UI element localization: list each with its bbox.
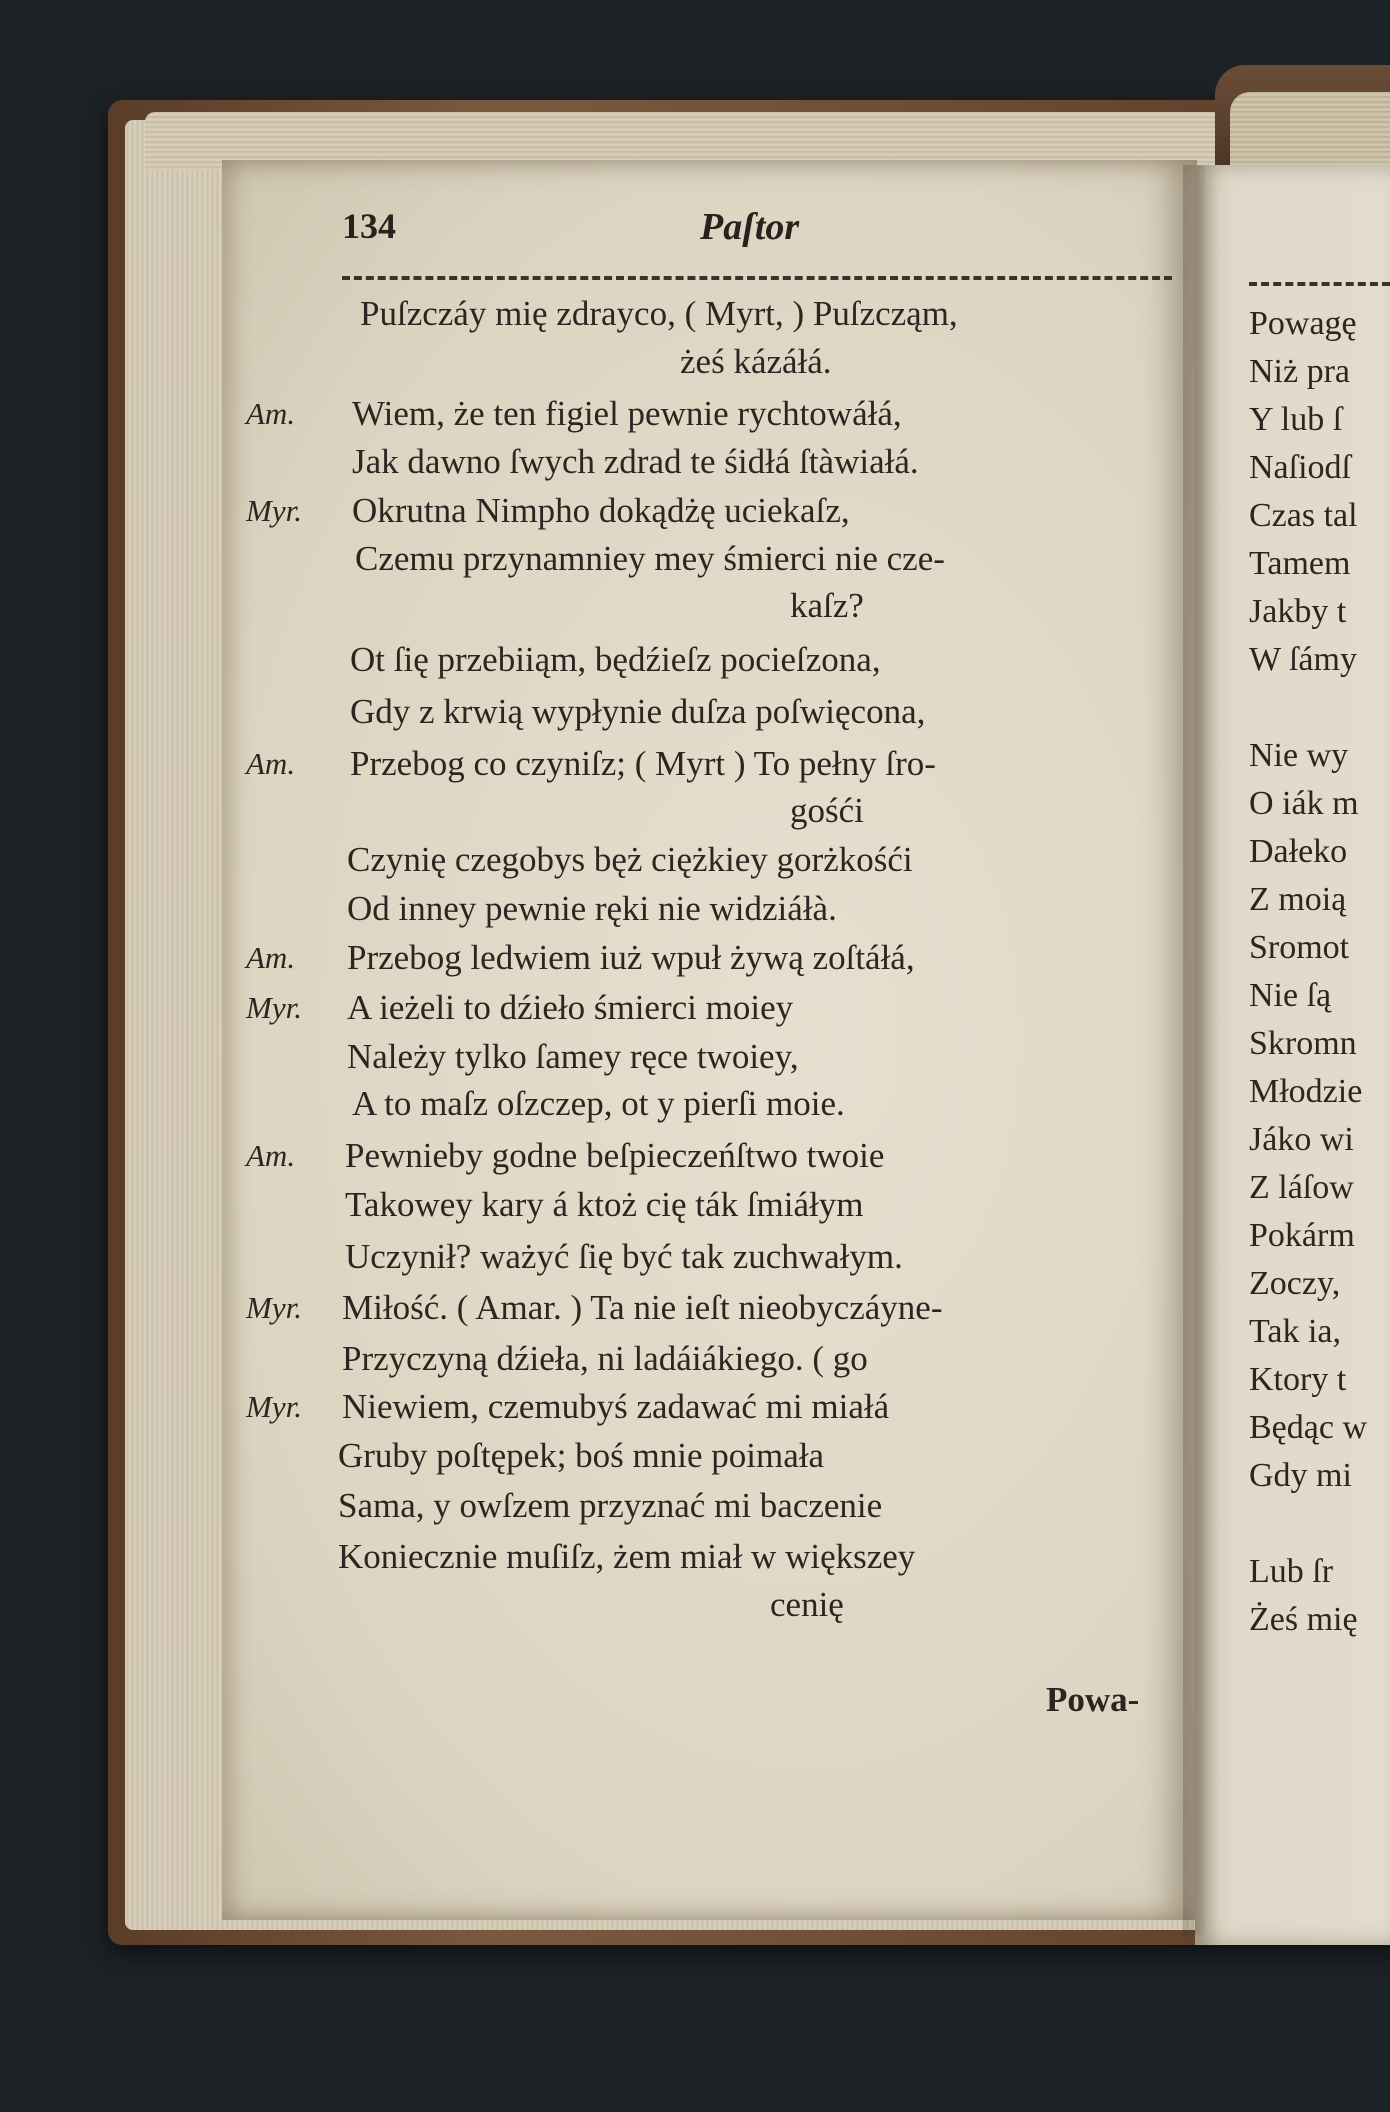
verse-line	[0, 1581, 1390, 1629]
verse-line	[0, 1132, 1390, 1180]
verse-line	[0, 1233, 1390, 1281]
verse-line	[0, 1432, 1390, 1480]
right-page-line: Będąc w	[1249, 1409, 1368, 1446]
verse-text: Niewiem, czemubyś zadawać mi miałá	[342, 1387, 890, 1426]
page-number: 134	[342, 206, 396, 246]
speaker-label: Am.	[246, 940, 296, 975]
right-page-line: Nie ſą	[1249, 977, 1332, 1014]
right-page-line: Jáko wi	[1249, 1121, 1354, 1158]
right-page-line: Dałeko	[1249, 833, 1348, 870]
speaker-label: Myr.	[246, 990, 302, 1025]
right-page-line: Lub ſr	[1249, 1553, 1334, 1590]
verse-line	[0, 1181, 1390, 1229]
verse-text: żeś kázáłá.	[680, 342, 832, 381]
right-page-line: W ſámy	[1249, 641, 1357, 678]
speaker-label: Myr.	[246, 1290, 302, 1325]
right-page-line: Tamem	[1249, 545, 1351, 582]
verse-text: Gdy z krwią wypłynie duſza poſwięcona,	[350, 692, 926, 731]
verse-text: Okrutna Nimpho dokądżę uciekaſz,	[352, 491, 850, 530]
verse-line	[0, 582, 1390, 630]
verse-text: Czemu przynamniey mey śmierci nie cze-	[355, 539, 945, 578]
verse-text: Miłość. ( Amar. ) Ta nie ieſt nieobyczáyne-	[342, 1288, 943, 1327]
right-page-line: Powagę	[1249, 305, 1357, 342]
right-page-line: Gdy mi	[1249, 1457, 1352, 1494]
right-page-line: Żeś mię	[1249, 1601, 1358, 1638]
right-page-line: Naſiodſ	[1249, 449, 1351, 486]
verse-text: Wiem, że ten figiel pewnie rychtowáłá,	[352, 394, 902, 433]
verse-text: Ot ſię przebiiąm, będźieſz pocieſzona,	[350, 640, 881, 679]
verse-line	[0, 885, 1390, 933]
right-page-line: Tak ia,	[1249, 1313, 1342, 1350]
right-page-line: Młodzie	[1249, 1073, 1363, 1110]
verse-text: Takowey kary á ktoż cię ták ſmiáłym	[345, 1185, 864, 1224]
running-head	[342, 205, 1172, 265]
verse-text: Przyczyną dźieła, ni ladáiákiego. ( go	[342, 1339, 868, 1378]
verse-text: Przebog ledwiem iuż wpuł żywą zoſtáłá,	[347, 938, 915, 977]
verse-text: Przebog co czyniſz; ( Myrt ) To pełny ſro-	[350, 744, 936, 783]
verse-text: Sama, y owſzem przyznać mi baczenie	[338, 1486, 883, 1525]
right-page-line: Nie wy	[1249, 737, 1349, 774]
verse-line	[0, 1080, 1390, 1128]
verse-line	[0, 636, 1390, 684]
right-page-line: Czas tal	[1249, 497, 1358, 534]
verse-line	[0, 934, 1390, 982]
verse-line	[0, 338, 1390, 386]
catchword: Powa-	[1046, 1680, 1140, 1719]
running-title: Paſtor	[700, 206, 800, 248]
verse-line	[0, 1033, 1390, 1081]
right-page-edges	[1230, 92, 1390, 172]
verse-text: kaſz?	[790, 586, 864, 625]
verse-text: Od inney pewnie ręki nie widziáłà.	[347, 889, 837, 928]
verse-text: cenię	[770, 1585, 844, 1624]
speaker-label: Am.	[246, 396, 296, 431]
right-page-line: Niż pra	[1249, 353, 1351, 390]
head-rule	[342, 276, 1172, 285]
verse-line	[0, 984, 1390, 1032]
verse-line	[0, 438, 1390, 486]
verse-line	[0, 1335, 1390, 1383]
verse-text: Czynię czegobys bęż ciężkiey gorżkośći	[347, 840, 913, 879]
verse-text: Uczynił? ważyć ſię być tak zuchwałym.	[345, 1237, 903, 1276]
verse-line	[0, 487, 1390, 535]
verse-line	[0, 535, 1390, 583]
speaker-label: Myr.	[246, 493, 302, 528]
right-page-line: Ktory t	[1249, 1361, 1347, 1398]
speaker-label: Am.	[246, 1138, 296, 1173]
verse-text: Koniecznie muſiſz, żem miał w większey	[338, 1537, 916, 1576]
verse-text: A ieżeli to dźieło śmierci moiey	[347, 988, 794, 1027]
verse-text: gośći	[790, 791, 864, 830]
verse-line	[0, 836, 1390, 884]
verse-line	[0, 740, 1390, 788]
speaker-label: Am.	[246, 746, 296, 781]
verse-text: Należy tylko ſamey ręce twoiey,	[347, 1037, 799, 1076]
right-page-line: Pokárm	[1249, 1217, 1355, 1254]
verse-line	[0, 1482, 1390, 1530]
verse-line	[0, 290, 1390, 338]
right-page-line: Z moią	[1249, 881, 1347, 918]
right-page-line: Z láſow	[1249, 1169, 1354, 1206]
right-page-line: Skromn	[1249, 1025, 1357, 1062]
right-page-line: O iák m	[1249, 785, 1359, 822]
right-page-line: Zoczy,	[1249, 1265, 1341, 1302]
verse-text: Jak dawno ſwych zdrad te śidłá ſtàwiałá.	[352, 442, 919, 481]
verse-text: Pewnieby godne beſpieczeńſtwo twoie	[345, 1136, 885, 1175]
verse-line	[0, 787, 1390, 835]
right-page-line: Sromot	[1249, 929, 1350, 966]
verse-line	[0, 390, 1390, 438]
verse-line	[0, 1284, 1390, 1332]
verse-text: A to maſz oſzczep, ot y pierſi moie.	[352, 1084, 845, 1123]
verse-text: Puſzczáy mię zdrayco, ( Myrt, ) Puſzcząm,	[360, 294, 958, 333]
speaker-label: Myr.	[246, 1389, 302, 1424]
verse-line	[0, 1383, 1390, 1431]
right-head-rule	[1249, 282, 1390, 286]
right-page-line: Jakby t	[1249, 593, 1347, 630]
verse-line	[0, 1533, 1390, 1581]
right-page-line: Y lub ſ	[1249, 401, 1343, 438]
verse-text: Gruby poſtępek; boś mnie poimała	[338, 1436, 825, 1475]
verse-line	[0, 688, 1390, 736]
